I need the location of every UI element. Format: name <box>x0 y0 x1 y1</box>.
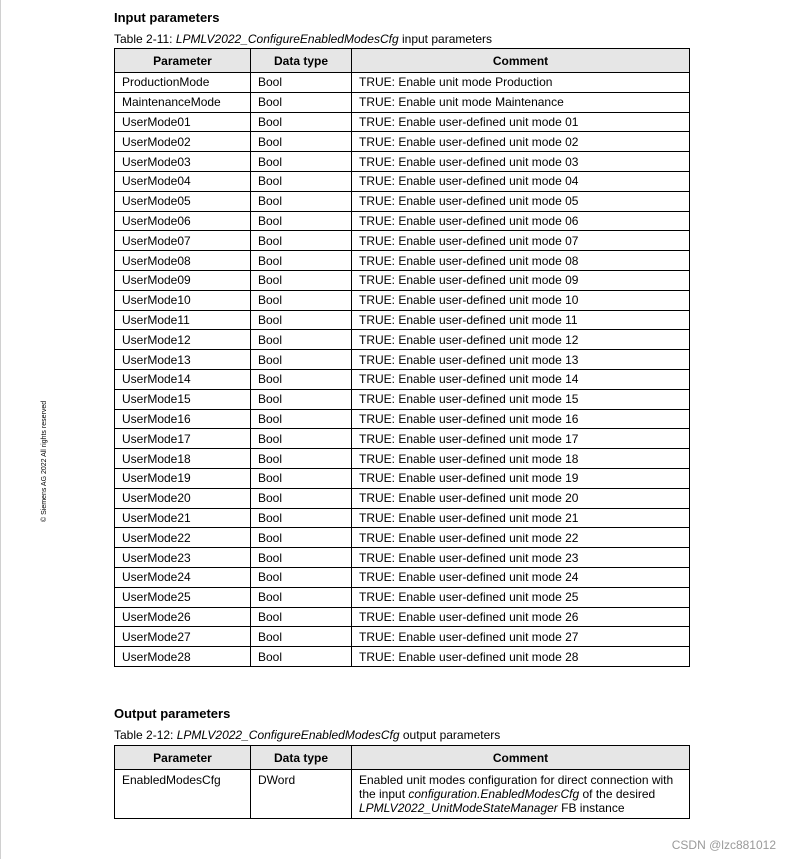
cell-comment: TRUE: Enable user-defined unit mode 20 <box>352 488 690 508</box>
cell-parameter: UserMode25 <box>115 587 251 607</box>
cell-parameter: MaintenanceMode <box>115 92 251 112</box>
output-table-caption: Table 2-12: LPMLV2022_ConfigureEnabledModesCfg output parameters <box>114 728 501 742</box>
cell-data-type: Bool <box>251 488 352 508</box>
cell-comment: TRUE: Enable user-defined unit mode 12 <box>352 330 690 350</box>
cell-parameter: EnabledModesCfg <box>115 770 251 819</box>
cell-data-type: Bool <box>251 627 352 647</box>
cell-parameter: UserMode17 <box>115 429 251 449</box>
cell-parameter: UserMode02 <box>115 132 251 152</box>
cell-data-type: Bool <box>251 310 352 330</box>
cell-data-type: Bool <box>251 587 352 607</box>
cell-comment: TRUE: Enable unit mode Maintenance <box>352 92 690 112</box>
table-row <box>115 350 690 370</box>
input-parameters-table <box>114 48 690 667</box>
cell-comment: TRUE: Enable user-defined unit mode 05 <box>352 191 690 211</box>
watermark: CSDN @lzc881012 <box>671 838 776 852</box>
table-row <box>115 251 690 271</box>
table-row <box>115 132 690 152</box>
cell-data-type: Bool <box>251 350 352 370</box>
cell-parameter: UserMode24 <box>115 567 251 587</box>
input-table-caption: Table 2-11: LPMLV2022_ConfigureEnabledModesCfg input parameters <box>114 32 493 46</box>
table-row <box>115 270 690 290</box>
table-row <box>115 508 690 528</box>
cell-data-type: Bool <box>251 567 352 587</box>
cell-data-type: Bool <box>251 290 352 310</box>
cell-parameter: UserMode18 <box>115 449 251 469</box>
cell-parameter: UserMode28 <box>115 647 251 667</box>
table-row <box>115 627 690 647</box>
cell-data-type: Bool <box>251 171 352 191</box>
cell-parameter: UserMode13 <box>115 350 251 370</box>
copyright-notice: © Siemens AG 2022 All rights reserved <box>41 400 48 522</box>
cell-data-type: Bool <box>251 528 352 548</box>
cell-parameter: UserMode01 <box>115 112 251 132</box>
cell-data-type: Bool <box>251 191 352 211</box>
cell-comment: TRUE: Enable user-defined unit mode 14 <box>352 369 690 389</box>
cell-data-type: Bool <box>251 409 352 429</box>
table-header-row <box>115 746 690 770</box>
cell-comment: TRUE: Enable user-defined unit mode 07 <box>352 231 690 251</box>
cell-parameter: UserMode08 <box>115 251 251 271</box>
cell-data-type: Bool <box>251 112 352 132</box>
cell-parameter: UserMode10 <box>115 290 251 310</box>
table-row <box>115 112 690 132</box>
cell-data-type: Bool <box>251 607 352 627</box>
cell-data-type: Bool <box>251 92 352 112</box>
table-row <box>115 647 690 667</box>
cell-comment: TRUE: Enable unit mode Production <box>352 73 690 93</box>
cell-data-type: Bool <box>251 647 352 667</box>
cell-parameter: UserMode21 <box>115 508 251 528</box>
table-row <box>115 468 690 488</box>
cell-comment: TRUE: Enable user-defined unit mode 15 <box>352 389 690 409</box>
cell-comment: TRUE: Enable user-defined unit mode 22 <box>352 528 690 548</box>
cell-comment: TRUE: Enable user-defined unit mode 17 <box>352 429 690 449</box>
cell-parameter: UserMode19 <box>115 468 251 488</box>
cell-data-type: Bool <box>251 449 352 469</box>
table-row <box>115 211 690 231</box>
header-data-type: Data type <box>251 49 352 73</box>
cell-parameter: UserMode27 <box>115 627 251 647</box>
cell-comment: TRUE: Enable user-defined unit mode 06 <box>352 211 690 231</box>
table-row <box>115 607 690 627</box>
page-edge <box>0 0 1 859</box>
cell-data-type: Bool <box>251 429 352 449</box>
cell-parameter: UserMode20 <box>115 488 251 508</box>
table-row <box>115 548 690 568</box>
table-row <box>115 290 690 310</box>
table-row <box>115 389 690 409</box>
cell-comment: TRUE: Enable user-defined unit mode 23 <box>352 548 690 568</box>
cell-data-type: Bool <box>251 330 352 350</box>
cell-comment: TRUE: Enable user-defined unit mode 09 <box>352 270 690 290</box>
table-row <box>115 191 690 211</box>
cell-parameter: UserMode23 <box>115 548 251 568</box>
cell-comment: TRUE: Enable user-defined unit mode 28 <box>352 647 690 667</box>
cell-comment: TRUE: Enable user-defined unit mode 26 <box>352 607 690 627</box>
table-row <box>115 429 690 449</box>
cell-data-type: Bool <box>251 369 352 389</box>
cell-parameter: UserMode03 <box>115 152 251 172</box>
cell-comment: TRUE: Enable user-defined unit mode 01 <box>352 112 690 132</box>
output-parameters-heading: Output parameters <box>114 706 231 721</box>
cell-comment: TRUE: Enable user-defined unit mode 03 <box>352 152 690 172</box>
cell-data-type: Bool <box>251 270 352 290</box>
table-row <box>115 409 690 429</box>
cell-comment: TRUE: Enable user-defined unit mode 21 <box>352 508 690 528</box>
cell-data-type: Bool <box>251 251 352 271</box>
cell-parameter: UserMode11 <box>115 310 251 330</box>
header-data-type: Data type <box>251 746 352 770</box>
cell-parameter: UserMode15 <box>115 389 251 409</box>
cell-comment: TRUE: Enable user-defined unit mode 10 <box>352 290 690 310</box>
output-parameters-table <box>114 745 690 819</box>
cell-data-type: Bool <box>251 211 352 231</box>
cell-data-type: Bool <box>251 389 352 409</box>
cell-parameter: UserMode22 <box>115 528 251 548</box>
cell-comment: TRUE: Enable user-defined unit mode 24 <box>352 567 690 587</box>
table-row <box>115 171 690 191</box>
cell-data-type: Bool <box>251 152 352 172</box>
cell-data-type: Bool <box>251 508 352 528</box>
cell-comment: TRUE: Enable user-defined unit mode 11 <box>352 310 690 330</box>
table-row <box>115 488 690 508</box>
header-parameter: Parameter <box>115 746 251 770</box>
table-row <box>115 92 690 112</box>
table-row <box>115 152 690 172</box>
cell-parameter: UserMode14 <box>115 369 251 389</box>
table-row <box>115 587 690 607</box>
cell-data-type: DWord <box>251 770 352 819</box>
header-comment: Comment <box>352 49 690 73</box>
table-row <box>115 449 690 469</box>
cell-comment: TRUE: Enable user-defined unit mode 25 <box>352 587 690 607</box>
table-header-row <box>115 49 690 73</box>
cell-parameter: ProductionMode <box>115 73 251 93</box>
cell-parameter: UserMode07 <box>115 231 251 251</box>
cell-comment: TRUE: Enable user-defined unit mode 18 <box>352 449 690 469</box>
table-row <box>115 770 690 819</box>
cell-data-type: Bool <box>251 231 352 251</box>
cell-comment: TRUE: Enable user-defined unit mode 02 <box>352 132 690 152</box>
input-parameters-heading: Input parameters <box>114 10 220 25</box>
cell-parameter: UserMode06 <box>115 211 251 231</box>
cell-parameter: UserMode04 <box>115 171 251 191</box>
cell-data-type: Bool <box>251 132 352 152</box>
cell-parameter: UserMode12 <box>115 330 251 350</box>
cell-comment: TRUE: Enable user-defined unit mode 19 <box>352 468 690 488</box>
cell-comment: TRUE: Enable user-defined unit mode 08 <box>352 251 690 271</box>
table-row <box>115 567 690 587</box>
cell-comment: TRUE: Enable user-defined unit mode 16 <box>352 409 690 429</box>
cell-data-type: Bool <box>251 468 352 488</box>
table-row <box>115 73 690 93</box>
table-row <box>115 310 690 330</box>
cell-comment: TRUE: Enable user-defined unit mode 27 <box>352 627 690 647</box>
header-parameter: Parameter <box>115 49 251 73</box>
cell-comment: TRUE: Enable user-defined unit mode 13 <box>352 350 690 370</box>
cell-comment: Enabled unit modes configuration for direct connection with the input configuration.EnabledModesCfg of the desired LPMLV2022_UnitModeStateManager FB instance <box>352 770 690 819</box>
table-row <box>115 231 690 251</box>
cell-comment: TRUE: Enable user-defined unit mode 04 <box>352 171 690 191</box>
table-row <box>115 528 690 548</box>
cell-parameter: UserMode09 <box>115 270 251 290</box>
cell-parameter: UserMode05 <box>115 191 251 211</box>
header-comment: Comment <box>352 746 690 770</box>
table-row <box>115 369 690 389</box>
cell-data-type: Bool <box>251 73 352 93</box>
table-row <box>115 330 690 350</box>
cell-parameter: UserMode26 <box>115 607 251 627</box>
cell-data-type: Bool <box>251 548 352 568</box>
cell-parameter: UserMode16 <box>115 409 251 429</box>
